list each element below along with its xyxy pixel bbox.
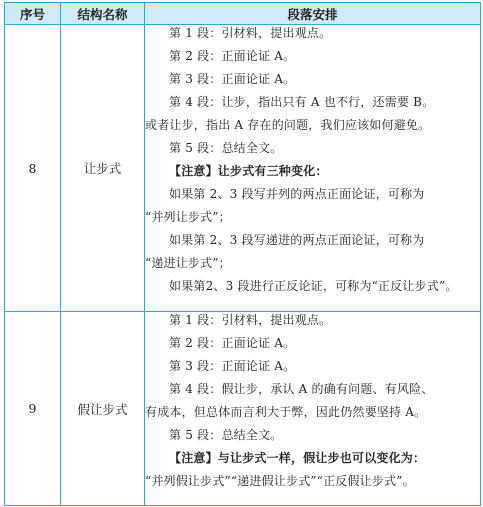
content-line: 第 1 段：引材料，提出观点。 bbox=[169, 313, 332, 327]
table-row bbox=[5, 312, 481, 506]
content-line: 第 3 段：正面论证 A。 bbox=[169, 359, 296, 373]
content-line: 第 4 段：让步，指出只有 A 也不行，还需要 B。 bbox=[169, 95, 435, 109]
content-line: 第 2 段：正面论证 A。 bbox=[169, 49, 296, 63]
content-line: 如果第 2、3 段写递进的两点正面论证，可称为 bbox=[169, 233, 425, 247]
header-serial-number: 序号 bbox=[5, 3, 61, 25]
content-line: “递进让步式”； bbox=[145, 256, 231, 270]
structure-table bbox=[4, 2, 481, 506]
structure-name: 让步式 bbox=[61, 25, 145, 312]
content-line: “并列假让步式”“递进假让步式”“正反假让步式”。 bbox=[145, 474, 415, 488]
header-structure-name: 结构名称 bbox=[61, 3, 145, 25]
row-number: 9 bbox=[5, 312, 61, 506]
table-row bbox=[5, 25, 481, 312]
table-header-row bbox=[5, 3, 481, 25]
content-line: 第 2 段：正面论证 A。 bbox=[169, 336, 296, 350]
paragraph-arrangement bbox=[145, 312, 481, 506]
content-line: 第 3 段：正面论证 A。 bbox=[169, 72, 296, 86]
content-line: “并列让步式”； bbox=[145, 210, 231, 224]
structure-name: 假让步式 bbox=[61, 312, 145, 506]
content-line: 第 5 段：总结全文。 bbox=[169, 428, 283, 442]
header-paragraph-arrangement: 段落安排 bbox=[145, 3, 481, 25]
row-number: 8 bbox=[5, 25, 61, 312]
paragraph-arrangement bbox=[145, 25, 481, 312]
content-line: 有成本，但总体而言利大于弊，因此仍然要坚持 A。 bbox=[145, 405, 427, 419]
content-line: 或者让步，指出 A 存在的问题，我们应该如何避免。 bbox=[145, 118, 431, 132]
content-line: 如果第 2、3 段写并列的两点正面论证，可称为 bbox=[169, 187, 425, 201]
note-line: 【注意】让步式有三种变化： bbox=[169, 164, 328, 178]
content-line: 第 4 段：假让步，承认 A 的确有问题、有风险、 bbox=[169, 382, 434, 396]
content-line: 如果第2、3 段进行正反论证，可称为“正反让步式”。 bbox=[169, 279, 458, 293]
content-line: 第 5 段：总结全文。 bbox=[169, 141, 283, 155]
note-line: 【注意】与让步式一样，假让步也可以变化为： bbox=[169, 451, 426, 465]
content-line: 第 1 段：引材料，提出观点。 bbox=[169, 26, 332, 40]
